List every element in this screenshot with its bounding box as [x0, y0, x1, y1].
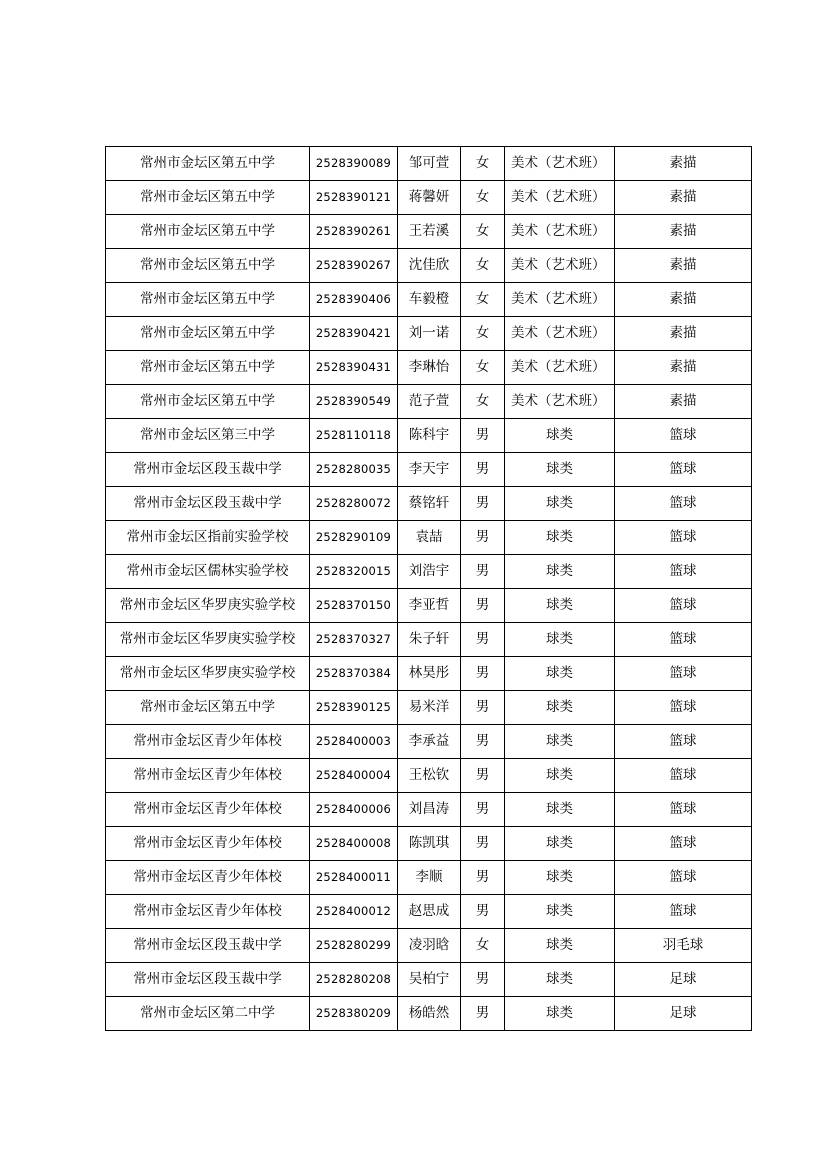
school-cell: 常州市金坛区段玉裁中学	[106, 963, 310, 997]
item-cell: 篮球	[615, 623, 752, 657]
item-cell: 篮球	[615, 453, 752, 487]
school-cell: 常州市金坛区第五中学	[106, 283, 310, 317]
item-cell: 篮球	[615, 691, 752, 725]
item-cell: 素描	[615, 249, 752, 283]
student-name-cell: 陈凯琪	[398, 827, 461, 861]
school-cell: 常州市金坛区第五中学	[106, 147, 310, 181]
item-cell: 篮球	[615, 657, 752, 691]
student-name-cell: 朱子轩	[398, 623, 461, 657]
school-cell: 常州市金坛区华罗庚实验学校	[106, 623, 310, 657]
gender-cell: 男	[461, 589, 505, 623]
category-cell: 美术（艺术班）	[505, 351, 615, 385]
item-cell: 篮球	[615, 861, 752, 895]
table-row	[106, 215, 752, 249]
gender-cell: 男	[461, 419, 505, 453]
student-id-cell: 2528380209	[310, 997, 398, 1031]
gender-cell: 男	[461, 793, 505, 827]
item-cell: 素描	[615, 181, 752, 215]
item-cell: 素描	[615, 385, 752, 419]
school-cell: 常州市金坛区第五中学	[106, 691, 310, 725]
item-cell: 足球	[615, 963, 752, 997]
student-id-cell: 2528280299	[310, 929, 398, 963]
student-id-cell: 2528280208	[310, 963, 398, 997]
school-cell: 常州市金坛区第五中学	[106, 215, 310, 249]
student-name-cell: 李琳怡	[398, 351, 461, 385]
student-id-cell: 2528370384	[310, 657, 398, 691]
item-cell: 素描	[615, 147, 752, 181]
student-name-cell: 李承益	[398, 725, 461, 759]
category-cell: 球类	[505, 895, 615, 929]
gender-cell: 男	[461, 725, 505, 759]
school-cell: 常州市金坛区华罗庚实验学校	[106, 589, 310, 623]
student-id-cell: 2528390406	[310, 283, 398, 317]
gender-cell: 女	[461, 317, 505, 351]
student-name-cell: 刘一诺	[398, 317, 461, 351]
gender-cell: 男	[461, 861, 505, 895]
school-cell: 常州市金坛区段玉裁中学	[106, 453, 310, 487]
student-id-cell: 2528110118	[310, 419, 398, 453]
school-cell: 常州市金坛区青少年体校	[106, 827, 310, 861]
school-cell: 常州市金坛区第五中学	[106, 249, 310, 283]
school-cell: 常州市金坛区青少年体校	[106, 725, 310, 759]
table-row	[106, 691, 752, 725]
student-name-cell: 范子萱	[398, 385, 461, 419]
school-cell: 常州市金坛区段玉裁中学	[106, 487, 310, 521]
table-row	[106, 249, 752, 283]
item-cell: 篮球	[615, 895, 752, 929]
student-id-cell: 2528290109	[310, 521, 398, 555]
item-cell: 素描	[615, 351, 752, 385]
item-cell: 篮球	[615, 759, 752, 793]
table-row	[106, 963, 752, 997]
table-row	[106, 181, 752, 215]
category-cell: 美术（艺术班）	[505, 249, 615, 283]
item-cell: 篮球	[615, 725, 752, 759]
table-row	[106, 861, 752, 895]
student-id-cell: 2528390121	[310, 181, 398, 215]
item-cell: 篮球	[615, 793, 752, 827]
student-id-cell: 2528400006	[310, 793, 398, 827]
gender-cell: 男	[461, 623, 505, 657]
school-cell: 常州市金坛区第五中学	[106, 385, 310, 419]
gender-cell: 女	[461, 351, 505, 385]
category-cell: 球类	[505, 793, 615, 827]
category-cell: 球类	[505, 963, 615, 997]
student-id-cell: 2528280072	[310, 487, 398, 521]
category-cell: 球类	[505, 861, 615, 895]
category-cell: 球类	[505, 997, 615, 1031]
school-cell: 常州市金坛区第五中学	[106, 181, 310, 215]
school-cell: 常州市金坛区第二中学	[106, 997, 310, 1031]
gender-cell: 女	[461, 147, 505, 181]
table-row	[106, 657, 752, 691]
student-id-cell: 2528400003	[310, 725, 398, 759]
table-row	[106, 623, 752, 657]
category-cell: 美术（艺术班）	[505, 147, 615, 181]
school-cell: 常州市金坛区青少年体校	[106, 793, 310, 827]
school-cell: 常州市金坛区青少年体校	[106, 895, 310, 929]
student-name-cell: 凌羽晗	[398, 929, 461, 963]
table-row	[106, 555, 752, 589]
student-name-cell: 沈佳欣	[398, 249, 461, 283]
student-name-cell: 蒋馨妍	[398, 181, 461, 215]
table-row	[106, 793, 752, 827]
table-row	[106, 725, 752, 759]
item-cell: 素描	[615, 283, 752, 317]
student-id-cell: 2528320015	[310, 555, 398, 589]
gender-cell: 男	[461, 453, 505, 487]
student-name-cell: 蔡铭轩	[398, 487, 461, 521]
category-cell: 球类	[505, 453, 615, 487]
gender-cell: 男	[461, 997, 505, 1031]
item-cell: 篮球	[615, 487, 752, 521]
student-id-cell: 2528370150	[310, 589, 398, 623]
student-name-cell: 刘昌涛	[398, 793, 461, 827]
category-cell: 美术（艺术班）	[505, 385, 615, 419]
student-id-cell: 2528280035	[310, 453, 398, 487]
category-cell: 美术（艺术班）	[505, 317, 615, 351]
category-cell: 球类	[505, 929, 615, 963]
school-cell: 常州市金坛区华罗庚实验学校	[106, 657, 310, 691]
student-id-cell: 2528390125	[310, 691, 398, 725]
student-name-cell: 李天宇	[398, 453, 461, 487]
student-id-cell: 2528400012	[310, 895, 398, 929]
category-cell: 球类	[505, 691, 615, 725]
gender-cell: 女	[461, 215, 505, 249]
item-cell: 羽毛球	[615, 929, 752, 963]
gender-cell: 男	[461, 895, 505, 929]
student-name-cell: 吴柏宁	[398, 963, 461, 997]
student-roster-table	[105, 146, 752, 1031]
gender-cell: 男	[461, 827, 505, 861]
table-row	[106, 453, 752, 487]
student-name-cell: 车毅橙	[398, 283, 461, 317]
table-row	[106, 895, 752, 929]
table-row	[106, 419, 752, 453]
table-row	[106, 521, 752, 555]
table-row	[106, 827, 752, 861]
gender-cell: 男	[461, 657, 505, 691]
student-name-cell: 刘浩宇	[398, 555, 461, 589]
gender-cell: 女	[461, 181, 505, 215]
student-name-cell: 林昊彤	[398, 657, 461, 691]
gender-cell: 女	[461, 929, 505, 963]
table-row	[106, 317, 752, 351]
item-cell: 篮球	[615, 827, 752, 861]
student-id-cell: 2528390267	[310, 249, 398, 283]
roster-body	[106, 147, 752, 1031]
student-name-cell: 陈科宇	[398, 419, 461, 453]
category-cell: 球类	[505, 623, 615, 657]
category-cell: 球类	[505, 827, 615, 861]
school-cell: 常州市金坛区指前实验学校	[106, 521, 310, 555]
student-name-cell: 李顺	[398, 861, 461, 895]
item-cell: 篮球	[615, 589, 752, 623]
student-id-cell: 2528390421	[310, 317, 398, 351]
table-row	[106, 759, 752, 793]
category-cell: 球类	[505, 589, 615, 623]
school-cell: 常州市金坛区儒林实验学校	[106, 555, 310, 589]
table-row	[106, 589, 752, 623]
table-row	[106, 997, 752, 1031]
student-name-cell: 易米洋	[398, 691, 461, 725]
category-cell: 球类	[505, 419, 615, 453]
item-cell: 篮球	[615, 555, 752, 589]
gender-cell: 女	[461, 283, 505, 317]
table-row	[106, 283, 752, 317]
student-id-cell: 2528390549	[310, 385, 398, 419]
student-id-cell: 2528370327	[310, 623, 398, 657]
student-name-cell: 李亚哲	[398, 589, 461, 623]
student-id-cell: 2528390261	[310, 215, 398, 249]
item-cell: 篮球	[615, 419, 752, 453]
gender-cell: 男	[461, 521, 505, 555]
student-id-cell: 2528390431	[310, 351, 398, 385]
gender-cell: 男	[461, 555, 505, 589]
category-cell: 球类	[505, 487, 615, 521]
item-cell: 篮球	[615, 521, 752, 555]
table-row	[106, 385, 752, 419]
category-cell: 球类	[505, 657, 615, 691]
table-row	[106, 929, 752, 963]
category-cell: 美术（艺术班）	[505, 181, 615, 215]
student-id-cell: 2528400011	[310, 861, 398, 895]
school-cell: 常州市金坛区第五中学	[106, 351, 310, 385]
item-cell: 足球	[615, 997, 752, 1031]
school-cell: 常州市金坛区段玉裁中学	[106, 929, 310, 963]
gender-cell: 男	[461, 963, 505, 997]
student-name-cell: 王若溪	[398, 215, 461, 249]
category-cell: 球类	[505, 759, 615, 793]
school-cell: 常州市金坛区青少年体校	[106, 759, 310, 793]
student-name-cell: 邹可萱	[398, 147, 461, 181]
category-cell: 美术（艺术班）	[505, 215, 615, 249]
student-id-cell: 2528400004	[310, 759, 398, 793]
student-name-cell: 袁喆	[398, 521, 461, 555]
gender-cell: 女	[461, 385, 505, 419]
school-cell: 常州市金坛区第三中学	[106, 419, 310, 453]
table-row	[106, 487, 752, 521]
item-cell: 素描	[615, 215, 752, 249]
student-name-cell: 王松钦	[398, 759, 461, 793]
gender-cell: 男	[461, 487, 505, 521]
student-id-cell: 2528390089	[310, 147, 398, 181]
category-cell: 球类	[505, 555, 615, 589]
school-cell: 常州市金坛区青少年体校	[106, 861, 310, 895]
gender-cell: 男	[461, 691, 505, 725]
table-row	[106, 147, 752, 181]
gender-cell: 男	[461, 759, 505, 793]
school-cell: 常州市金坛区第五中学	[106, 317, 310, 351]
gender-cell: 女	[461, 249, 505, 283]
category-cell: 球类	[505, 521, 615, 555]
item-cell: 素描	[615, 317, 752, 351]
category-cell: 美术（艺术班）	[505, 283, 615, 317]
category-cell: 球类	[505, 725, 615, 759]
student-id-cell: 2528400008	[310, 827, 398, 861]
student-name-cell: 杨皓然	[398, 997, 461, 1031]
student-name-cell: 赵思成	[398, 895, 461, 929]
table-row	[106, 351, 752, 385]
